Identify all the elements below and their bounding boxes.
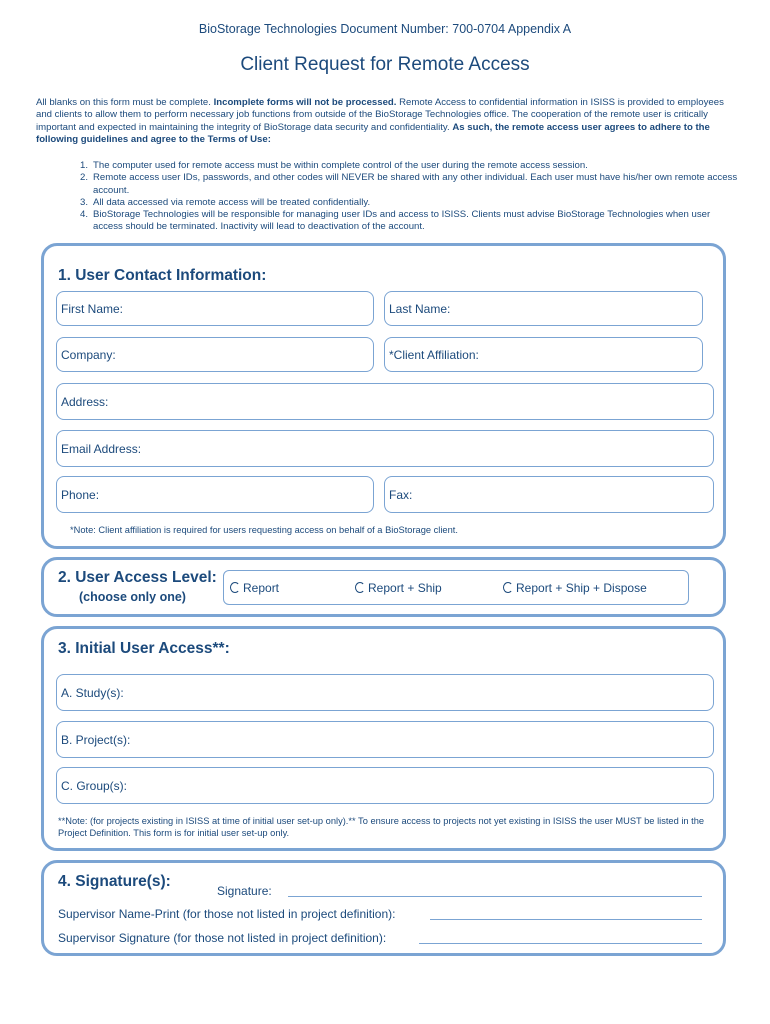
radio-circle-icon[interactable] xyxy=(355,582,365,593)
access-level-options xyxy=(223,570,689,605)
supervisor-name-line[interactable] xyxy=(430,919,702,920)
signatures-title: 4. Signature(s): xyxy=(58,873,171,890)
email-label: Email Address: xyxy=(61,441,142,456)
initial-access-note: **Note: (for projects existing in ISISS at time of initial user set-up only).** To ensure access to projects not yet existing in ISISS the user MUST be listed in the Project Definition. This form is for initial user set-up only. xyxy=(58,816,705,838)
phone-field[interactable] xyxy=(56,476,374,513)
company-label: Company: xyxy=(61,347,116,362)
group-label: C. Group(s): xyxy=(61,778,128,793)
radio-report-ship-dispose[interactable] xyxy=(503,581,647,595)
intro-text-1: All blanks on this form must be complete. xyxy=(36,97,211,108)
terms-item-text: BioStorage Technologies will be responsible for managing user IDs and access to ISISS. Clients must advise BioStorage Technologies when user access should be terminated. Inactivity will lead to deactivation of the account. xyxy=(93,209,711,233)
user-access-level-title: 2. User Access Level: xyxy=(58,569,217,586)
terms-item-number: 1. xyxy=(80,160,89,171)
first-name-label: First Name: xyxy=(61,301,124,316)
last-name-field[interactable] xyxy=(384,291,703,326)
supervisor-signature-line[interactable] xyxy=(419,943,702,944)
terms-item-number: 4. xyxy=(80,209,89,221)
radio-circle-icon[interactable] xyxy=(230,582,240,593)
company-field[interactable] xyxy=(56,337,374,372)
radio-report-ship[interactable] xyxy=(355,581,442,595)
address-field[interactable] xyxy=(56,383,714,420)
last-name-label: Last Name: xyxy=(389,301,451,316)
radio-report-ship-dispose-label: Report + Ship + Dispose xyxy=(516,580,647,595)
intro-bold-1: Incomplete forms will not be processed. xyxy=(213,97,397,108)
fax-label: Fax: xyxy=(389,487,413,502)
page-title: Client Request for Remote Access xyxy=(240,54,530,75)
radio-report-label: Report xyxy=(243,580,280,595)
intro-text-2: Remote Access to confidential information in ISISS is provided to employees and clients to allow them to perform necessary job functions from outside of the BioStorage Technologies office. The cooperation of the remote user is critically important and expected in maintaining the integrity of BioStorage data security and confidentiality. xyxy=(36,97,724,133)
terms-item xyxy=(80,172,740,197)
study-label: A. Study(s): xyxy=(61,685,124,700)
signature-label: Signature: xyxy=(217,884,272,898)
client-affiliation-note: *Note: Client affiliation is required for users requesting access on behalf of a BioStorage client. xyxy=(70,525,458,535)
first-name-field[interactable] xyxy=(56,291,374,326)
user-access-level-subtitle: (choose only one) xyxy=(79,590,186,604)
terms-list xyxy=(80,160,740,234)
radio-circle-icon[interactable] xyxy=(503,582,513,593)
project-field[interactable] xyxy=(56,721,714,758)
study-field[interactable] xyxy=(56,674,714,711)
terms-item-text: The computer used for remote access must be within complete control of the user during the remote access session. xyxy=(93,160,588,171)
document-number: BioStorage Technologies Document Number: 700-0704 Appendix A xyxy=(198,22,572,36)
terms-item-number: 3. xyxy=(80,196,89,208)
address-label: Address: xyxy=(61,394,109,409)
terms-item-text: Remote access user IDs, passwords, and other codes will NEVER be shared with any other individual. Each user must have his/her own remote access account. xyxy=(93,172,738,196)
intro-paragraph xyxy=(36,97,736,147)
terms-item xyxy=(80,197,740,209)
terms-item-text: All data accessed via remote access will be treated confidentially. xyxy=(93,196,371,208)
supervisor-name-label: Supervisor Name-Print (for those not listed in project definition): xyxy=(58,907,396,921)
client-affiliation-label: *Client Affiliation: xyxy=(389,347,479,362)
client-affiliation-field[interactable] xyxy=(384,337,703,372)
terms-item xyxy=(80,160,740,172)
fax-field[interactable] xyxy=(384,476,714,513)
phone-label: Phone: xyxy=(61,487,100,502)
terms-item-number: 2. xyxy=(80,172,89,184)
project-label: B. Project(s): xyxy=(61,732,131,747)
terms-item xyxy=(80,209,740,234)
signature-line[interactable] xyxy=(288,896,702,897)
user-contact-title: 1. User Contact Information: xyxy=(58,267,267,284)
radio-report-ship-label: Report + Ship xyxy=(368,580,442,595)
intro-bold-2: As such, the remote access user agrees to adhere to the following guidelines and agree to the Terms of Use: xyxy=(36,121,710,146)
initial-user-access-title: 3. Initial User Access**: xyxy=(58,640,230,657)
group-field[interactable] xyxy=(56,767,714,804)
supervisor-signature-label: Supervisor Signature (for those not listed in project definition): xyxy=(58,931,387,945)
radio-report[interactable] xyxy=(230,581,279,595)
email-field[interactable] xyxy=(56,430,714,467)
